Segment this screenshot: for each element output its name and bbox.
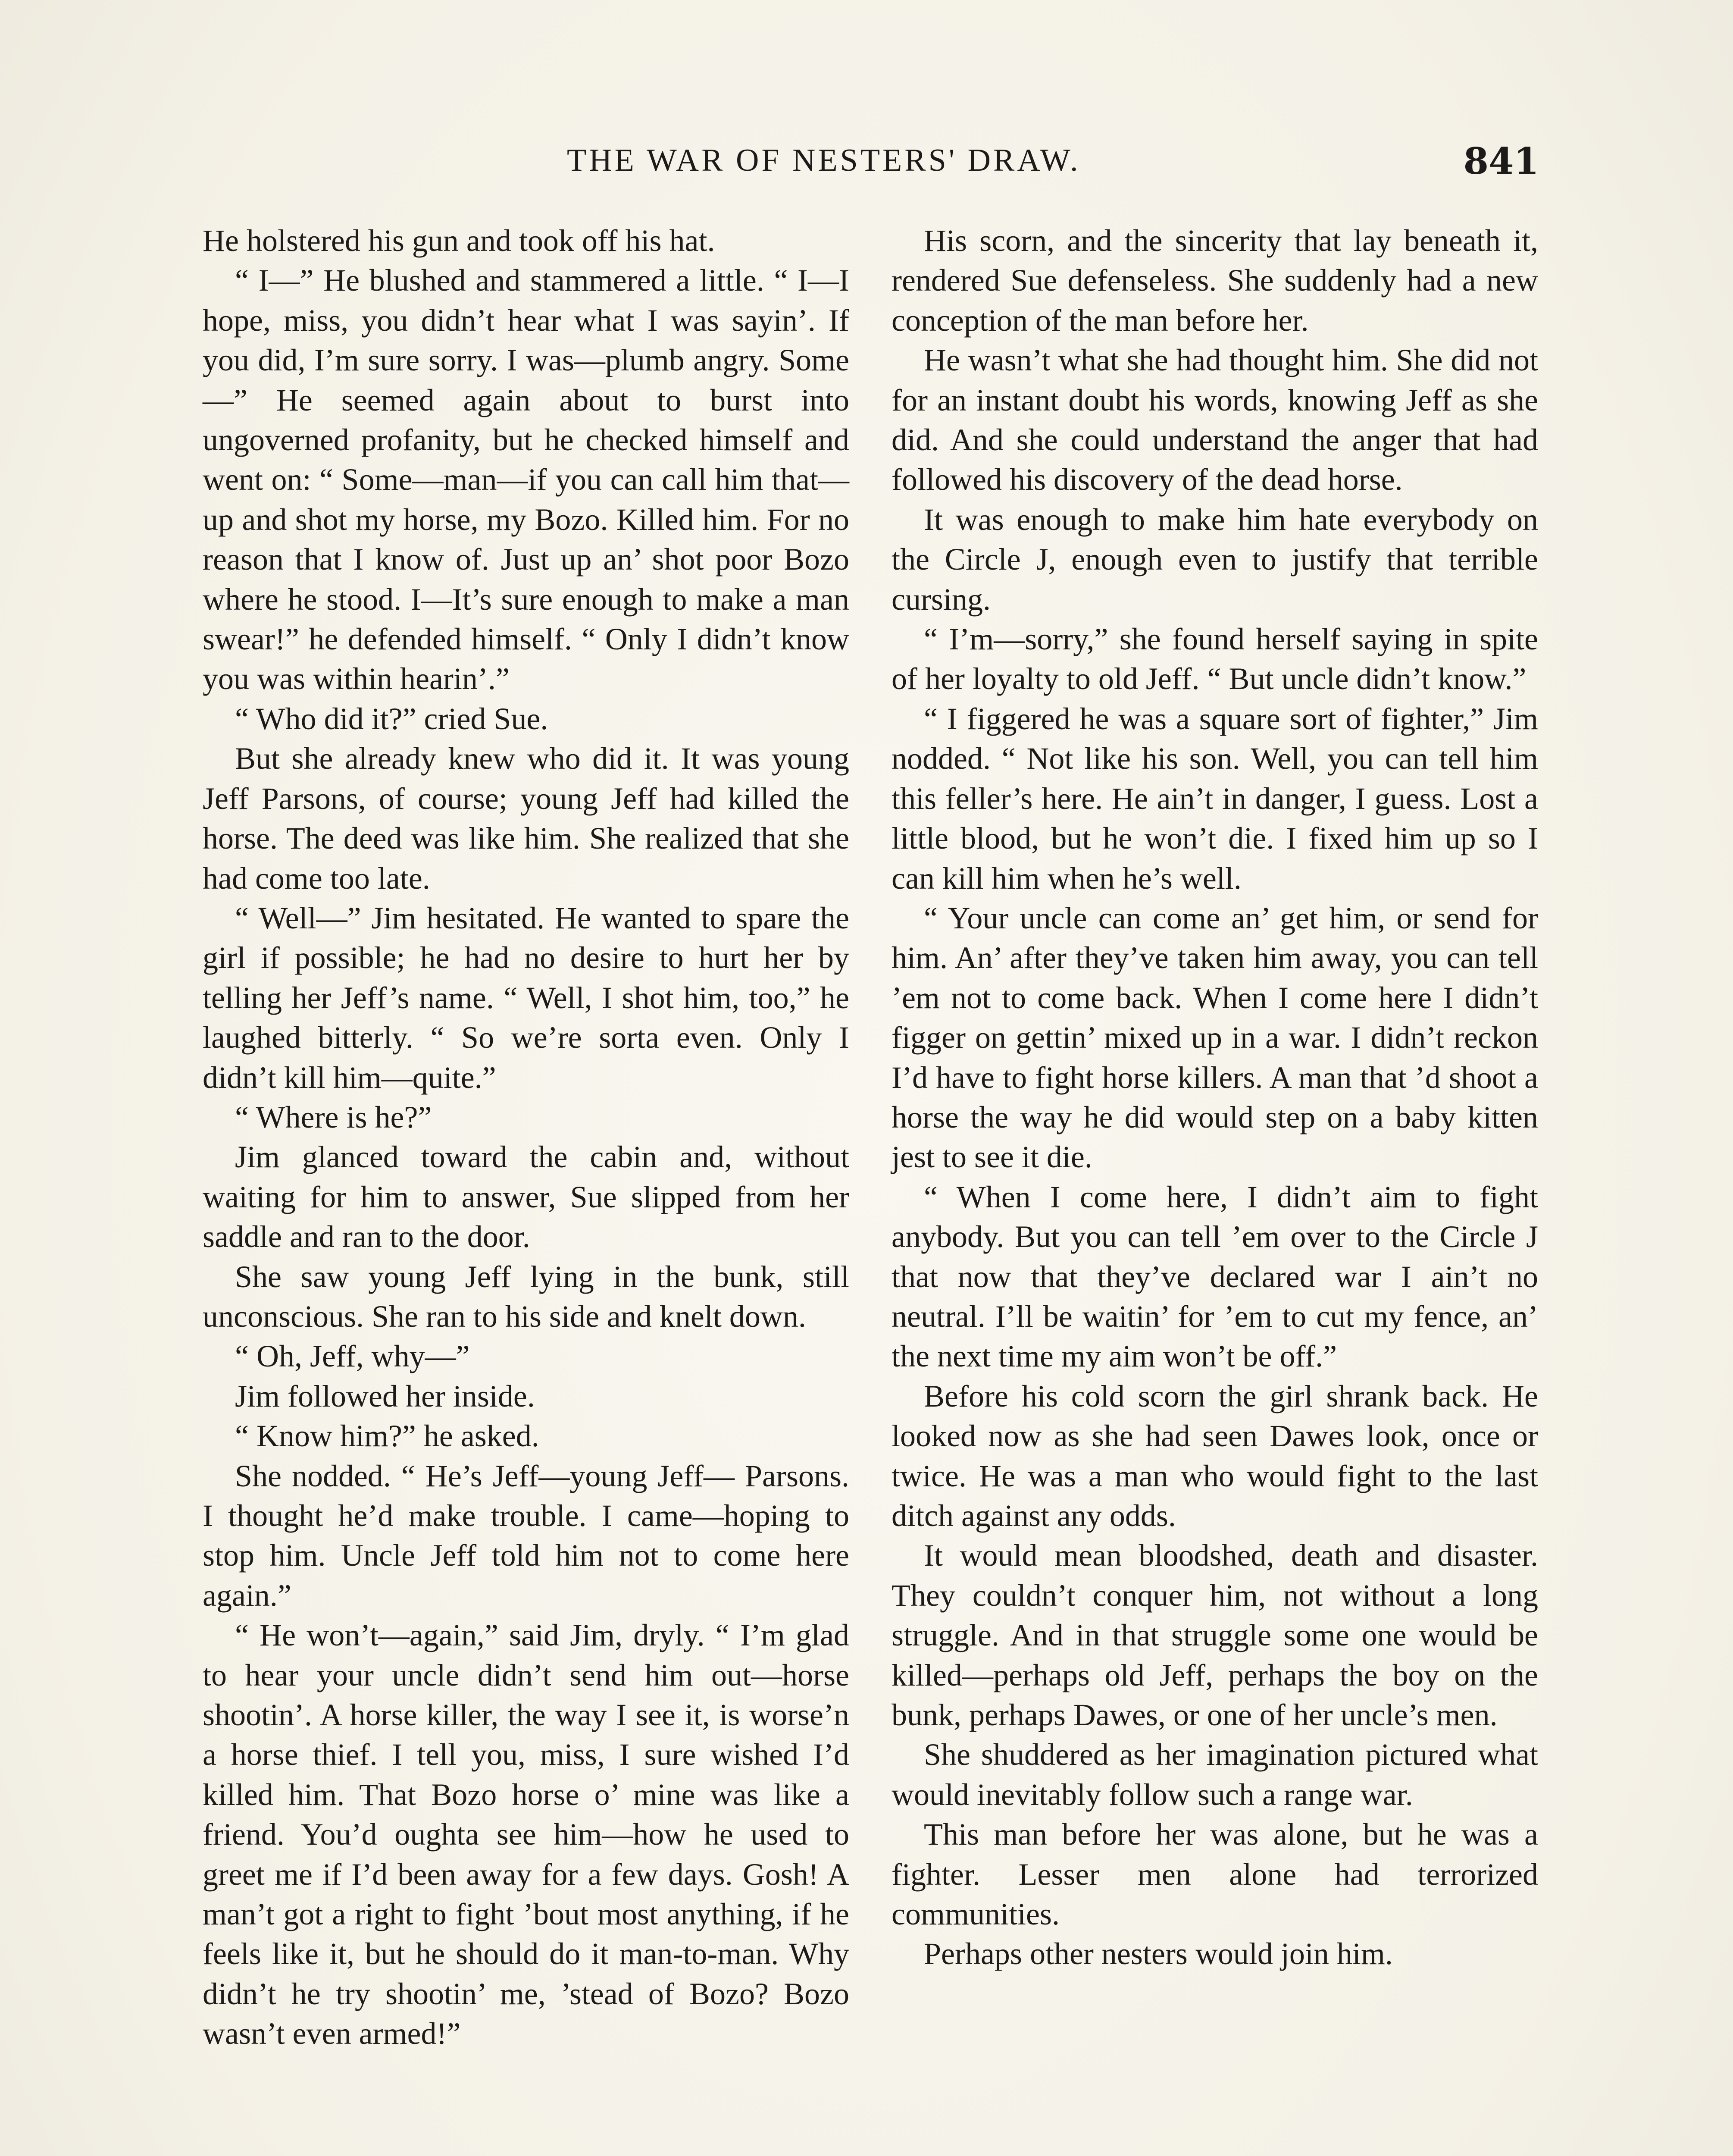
paragraph: “ I figgered he was a square sort of fighter,” Jim nodded. “ Not like his son. Well, you can tell him this feller’s here. He ain’t in danger, I guess. Lost a little blood, but he won’t die. I fixed him up so I can kill him when he’s well.: [892, 701, 1538, 896]
paragraph: Jim glanced toward the cabin and, without waiting for him to answer, Sue slipped from her saddle and ran to the door.: [203, 1140, 849, 1254]
paragraph: Perhaps other nesters would join him.: [924, 1937, 1393, 1971]
paragraph: But she already knew who did it. It was young Jeff Parsons, of course; young Jeff had killed the horse. The deed was like him. She realized that she had come too late.: [203, 741, 849, 896]
paragraph: He holstered his gun and took off his hat.: [203, 223, 715, 258]
page-header: [203, 142, 1539, 190]
paragraph: “ Where is he?”: [235, 1100, 432, 1134]
right-column: [892, 221, 1538, 1974]
paragraph: She nodded. “ He’s Jeff—young Jeff— Parsons. I thought he’d make trouble. I came—hoping to stop him. Uncle Jeff told him not to come here again.”: [203, 1458, 849, 1613]
paragraph: He wasn’t what she had thought him. She did not for an instant doubt his words, knowing Jeff as she did. And she could understand the anger that had followed his discovery of the dead horse.: [892, 343, 1538, 497]
paragraph: “ Oh, Jeff, why—”: [235, 1339, 470, 1374]
paragraph: It was enough to make him hate everybody on the Circle J, enough even to justify that terrible cursing.: [892, 502, 1538, 617]
page-number: 841: [1463, 140, 1539, 182]
paragraph: “ Know him?” he asked.: [235, 1419, 539, 1454]
paragraph: “ He won’t—again,” said Jim, dryly. “ I’m glad to hear your uncle didn’t send him out—horse shootin’. A horse killer, the way I see it, is worse’n a horse thief. I tell you, miss, I sure wished I’d killed him. That Bozo horse o’ mine was like a friend. You’d oughta see him—how he used to greet me if I’d been away for a few days. Gosh! A man’t got a right to fight ’bout most anything, if he feels like it, but he should do it man-to-man. Why didn’t he try shootin’ me, ’stead of Bozo? Bozo wasn’t even armed!”: [203, 1618, 849, 2051]
paragraph: “ I’m—sorry,” she found herself saying in spite of her loyalty to old Jeff. “ But uncle didn’t know.”: [892, 622, 1538, 696]
paragraph: Before his cold scorn the girl shrank back. He looked now as she had seen Dawes look, once or twice. He was a man who would fight to the last ditch against any odds.: [892, 1379, 1538, 1533]
paragraph: This man before her was alone, but he was a fighter. Lesser men alone had terrorized communities.: [892, 1817, 1538, 1932]
paragraph: “ Well—” Jim hesitated. He wanted to spare the girl if possible; he had no desire to hurt her by telling her Jeff’s name. “ Well, I shot him, too,” he laughed bitterly. “ So we’re sorta even. Only I didn’t kill him—quite.”: [203, 900, 849, 1095]
paragraph: “ I—” He blushed and stammered a little. “ I—I hope, miss, you didn’t hear what I was sayin’. If you did, I’m sure sorry. I was—plumb angry. Some—” He seemed again about to burst into ungoverned profanity, but he checked himself and went on: “ Some—man—if you can call him that—up and shot my horse, my Bozo. Killed him. For no reason that I know of. Just up an’ shot poor Bozo where he stood. I—It’s sure enough to make a man swear!” he defended himself. “ Only I didn’t know you was within hearin’.”: [203, 263, 849, 696]
paragraph: His scorn, and the sincerity that lay beneath it, rendered Sue defenseless. She suddenly had a new conception of the man before her.: [892, 223, 1538, 338]
running-title: THE WAR OF NESTERS' DRAW.: [567, 143, 1081, 178]
paragraph: She saw young Jeff lying in the bunk, still unconscious. She ran to his side and knelt down.: [203, 1259, 849, 1334]
paragraph: “ When I come here, I didn’t aim to fight anybody. But you can tell ’em over to the Circle J that now that they’ve declared war I ain’t no neutral. I’ll be waitin’ for ’em to cut my fence, an’ the next time my aim won’t be off.”: [892, 1179, 1538, 1374]
left-column: [203, 221, 849, 2054]
paragraph: Jim followed her inside.: [235, 1379, 535, 1413]
paragraph: “ Who did it?” cried Sue.: [235, 701, 548, 736]
paragraph: “ Your uncle can come an’ get him, or send for him. An’ after they’ve taken him away, you can tell ’em not to come back. When I come here I didn’t figger on gettin’ mixed up in a war. I didn’t reckon I’d have to fight horse killers. A man that ’d shoot a horse the way he did would step on a baby kitten jest to see it die.: [892, 900, 1538, 1175]
paragraph: She shuddered as her imagination pictured what would inevitably follow such a range war.: [892, 1737, 1538, 1812]
paragraph: It would mean bloodshed, death and disaster. They couldn’t conquer him, not without a long struggle. And in that struggle some one would be killed—perhaps old Jeff, perhaps the boy on the bunk, perhaps Dawes, or one of her uncle’s men.: [892, 1538, 1538, 1733]
